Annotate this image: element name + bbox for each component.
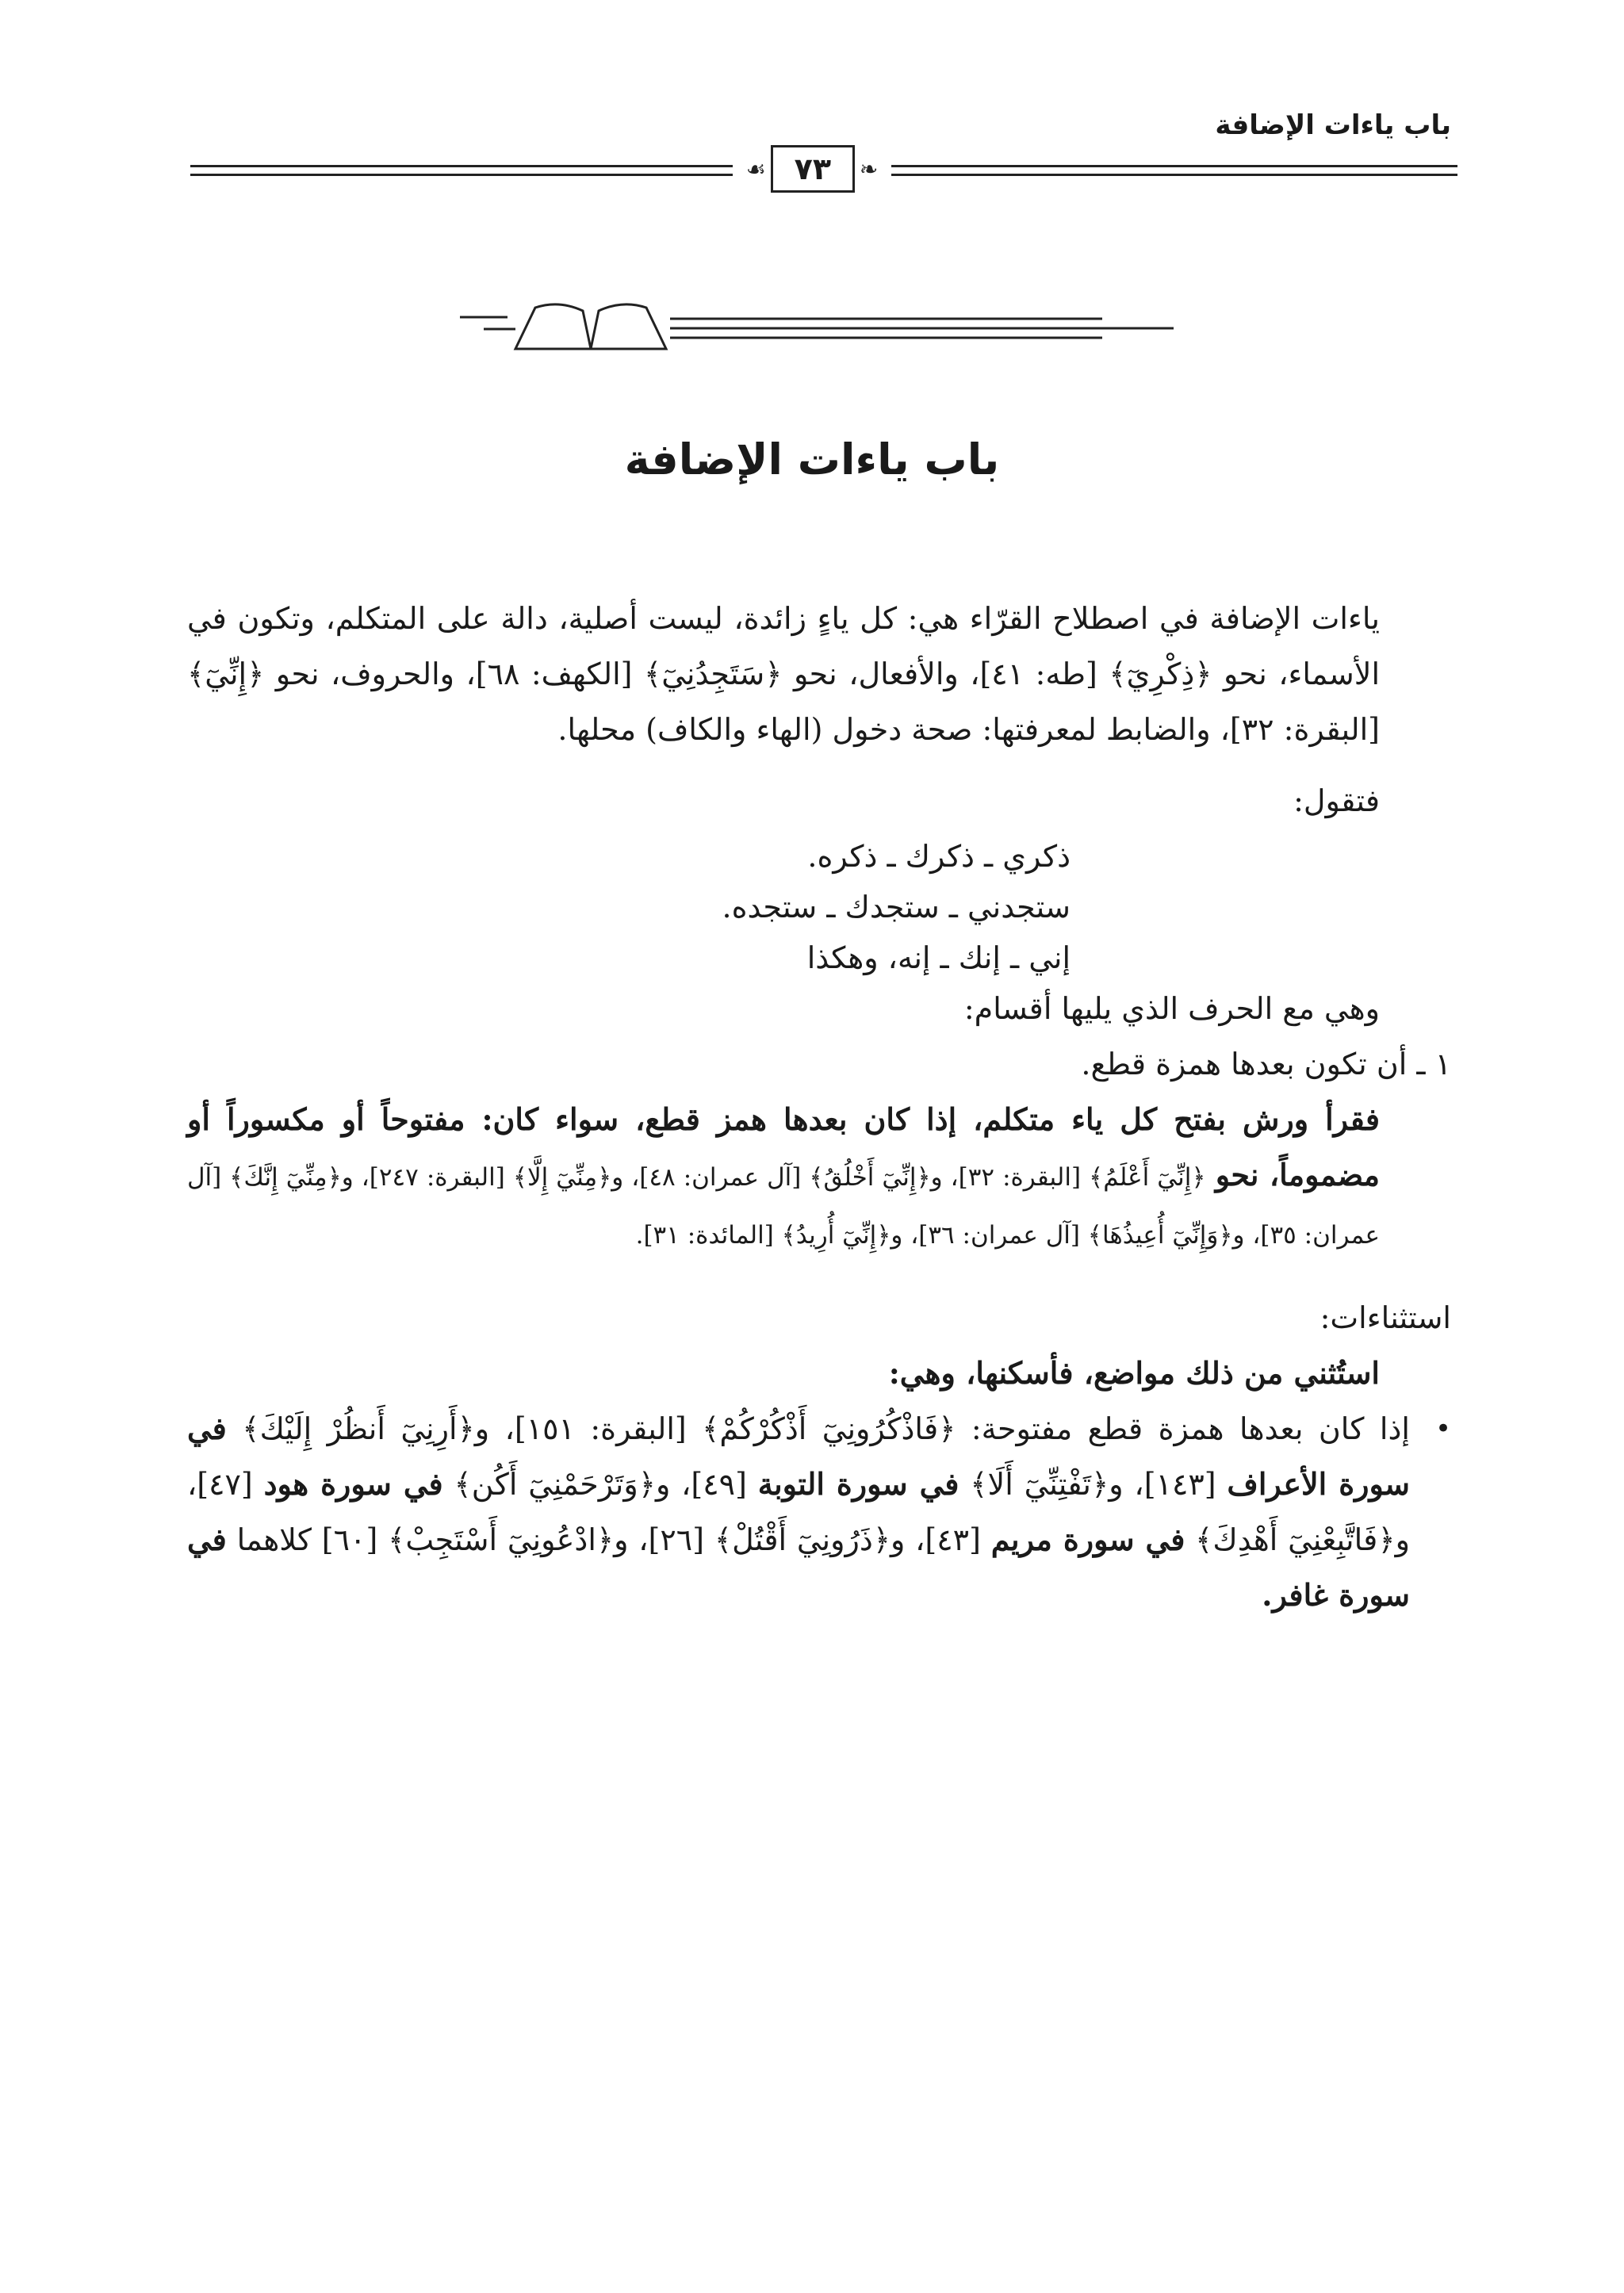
say-label: فتقول: [1293, 783, 1380, 818]
page-number-frame [733, 144, 891, 193]
exception-text: [٤٣]، و﴿ذَرُونِيٓ أَقْتُلْ﴾ [٢٦]، و﴿ادْعُونِيٓ أَسْتَجِبْ﴾ [٦٠] كلاهما [236, 1522, 981, 1557]
page-number: ٧٣ [771, 145, 855, 193]
surah-ref: في سورة التوبة [757, 1466, 959, 1502]
exception-text: [١٤٣]، و﴿تَفْتِنِّيٓ أَلَا﴾ [970, 1467, 1216, 1502]
rule-statement: فقرأ ورش بفتح كل ياء متكلم، إذا كان بعدها همز قطع، سواء كان: مفتوحاً أو مكسوراً أو مضموماً، نحو [187, 1101, 1381, 1192]
page-body [187, 591, 1451, 1623]
rule-paragraph [187, 1092, 1451, 1263]
left-flourish-icon: ❧ [859, 155, 879, 182]
open-book-ornament-icon [460, 293, 1174, 365]
exception-text: [٤٩]، و﴿وَتَرْحَمْنِيٓ أَكُن﴾ [454, 1467, 747, 1502]
running-title: باب ياءات الإضافة [1215, 109, 1451, 141]
example-line: ذكري ـ ذكرك ـ ذكره. [807, 839, 1071, 874]
exception-text: [٤٧]، و﴿فَاتَّبِعْنِيٓ أَهْدِكَ﴾ [187, 1467, 1410, 1557]
intro-paragraph: ياءات الإضافة في اصطلاح القرّاء هي: كل ياءٍ زائدة، ليست أصلية، دالة على المتكلم، وتكون في الأسماء، نحو ﴿ذِكْرِيٓ﴾ [طه: ٤١]، والأفعال، نحو ﴿سَتَجِدُنِيٓ﴾ [الكهف: ٦٨]، والحروف، نحو ﴿إِنِّيٓ﴾ [البقرة: ٣٢]، والضابط لمعرفتها: صحة دخول (الهاء والكاف) محلها. [187, 601, 1380, 747]
surah-ref: في سورة هود [263, 1466, 443, 1502]
surah-ref: في سورة مريم [990, 1522, 1185, 1557]
section-heading: ١ ـ أن تكون بعدها همزة قطع. [1081, 1047, 1451, 1081]
rule-examples: ﴿إِنِّيٓ أَعْلَمُ﴾ [البقرة: ٣٢]، و﴿إِنِّيٓ أَخْلُقُ﴾ [آل عمران: ٤٨]، و﴿مِنِّيٓ إِلَّا﴾ [البقرة: ٢٤٧]، و﴿مِنِّيٓ إِنَّكَ﴾ [آل عمران: ٣٥]، و﴿وَإِنِّيٓ أُعِيذُهَا﴾ [آل عمران: ٣٦]، و﴿إِنِّيٓ أُرِيدُ﴾ [المائدة: ٣١]. [187, 1163, 1380, 1250]
exceptions-intro: استُثني من ذلك مواضع، فأسكنها، وهي: [888, 1355, 1380, 1391]
exception-text: إذا كان بعدها همزة قطع مفتوحة: ﴿فَاذْكُرُونِيٓ أَذْكُرْكُمْ﴾ [البقرة: ١٥١]، و﴿أَرِنِيٓ أَنظُرْ إِلَيْكَ﴾ [242, 1411, 1410, 1446]
example-line: إني ـ إنك ـ إنه، وهكذا [806, 940, 1071, 975]
right-flourish-icon: ☙ [745, 155, 766, 182]
chapter-title: باب ياءات الإضافة [624, 434, 1000, 484]
divisions-line: وهي مع الحرف الذي يليها أقسام: [963, 991, 1380, 1026]
surah-ref: في سورة الأعراف [187, 1411, 1410, 1502]
bullet-icon: • [1434, 1413, 1451, 1445]
exception-item [187, 1401, 1451, 1623]
example-line: ستجدني ـ ستجدك ـ ستجده. [722, 890, 1071, 924]
exceptions-heading: استثناءات: [1320, 1300, 1451, 1335]
surah-ref: في سورة غافر. [187, 1522, 1410, 1613]
